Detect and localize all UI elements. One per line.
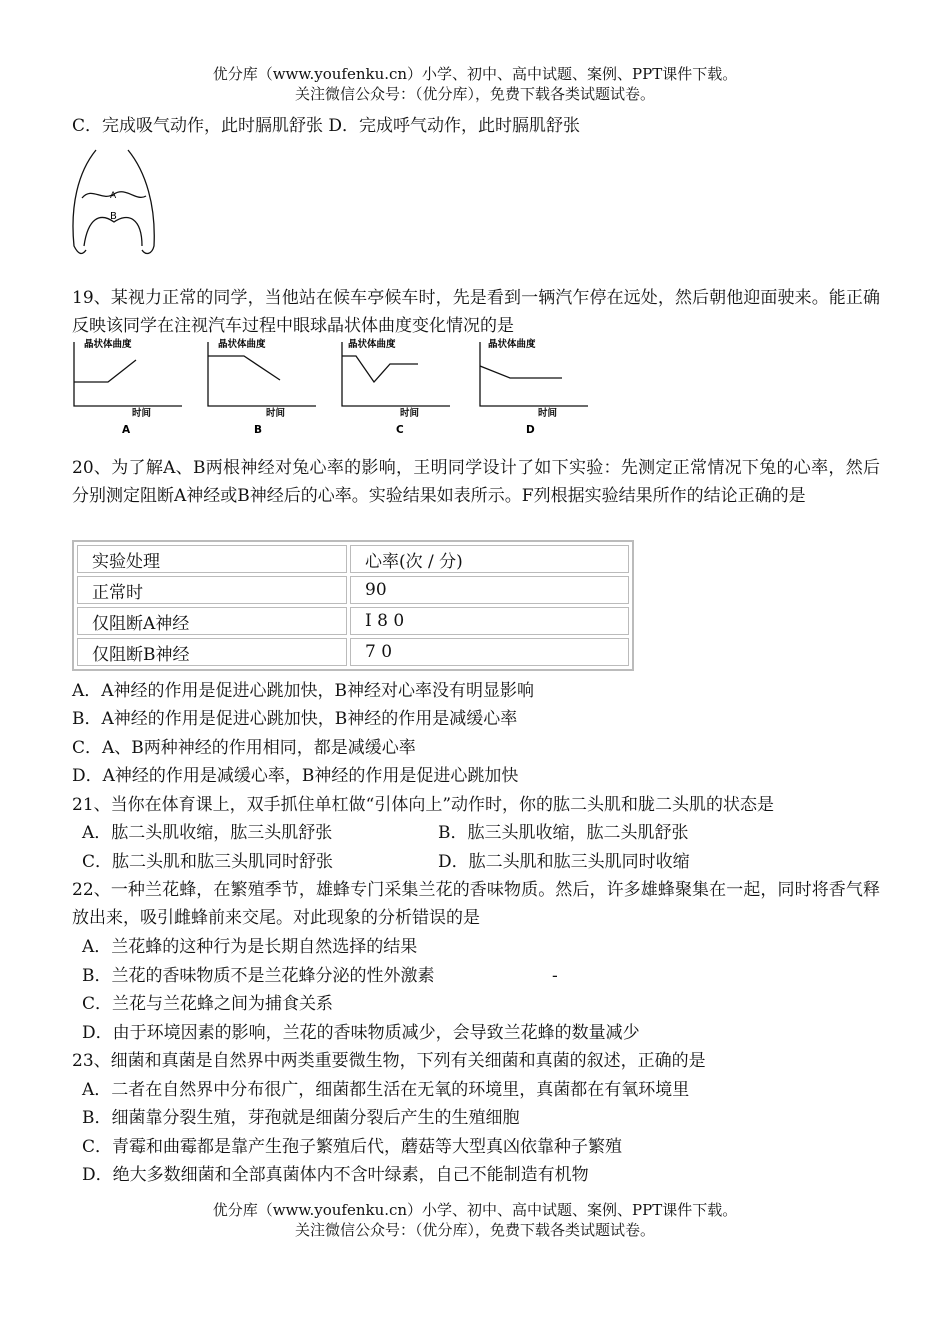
label-b: B bbox=[110, 211, 117, 222]
q22-text: 22、一种兰花蜂，在繁殖季节，雄蜂专门采集兰花的香味物质。然后，许多雄蜂聚集在一起，同时将香气释放出来，吸引雌蜂前来交尾。对此现象的分析错误的是 bbox=[72, 880, 880, 928]
q23-text: 23、细菌和真菌是自然界中两类重要微生物，下列有关细菌和真菌的叙述，正确的是 bbox=[72, 1051, 706, 1071]
q20-option-a: A．A神经的作用是促进心跳加快，B神经对心率没有明显影响 bbox=[72, 681, 535, 701]
curve-line bbox=[74, 360, 136, 382]
chart-xlabel: 时间 bbox=[266, 408, 286, 419]
table-cell: 90 bbox=[350, 576, 629, 604]
q22-option-d: D．由于环境因素的影响，兰花的香味物质减少，会导致兰花蜂的数量减少 bbox=[82, 1023, 640, 1043]
page-header-line1: 优分库（www.youfenku.cn）小学、初中、高中试题、案例、PPT课件下载。 bbox=[212, 65, 738, 83]
q22-option-a: A．兰花蜂的这种行为是长期自然选择的结果 bbox=[82, 937, 418, 957]
q20-option-d: D．A神经的作用是减缓心率，B神经的作用是促进心跳加快 bbox=[72, 766, 519, 786]
table-cell: 正常时 bbox=[77, 576, 347, 604]
option-letter: B bbox=[254, 424, 263, 436]
axes bbox=[342, 342, 450, 406]
table-cell: 仅阻断B神经 bbox=[77, 638, 347, 666]
chart-xlabel: 时间 bbox=[400, 408, 420, 419]
table-row bbox=[77, 576, 629, 604]
chart-title: 晶状体曲度 bbox=[488, 339, 536, 350]
option-letter: D bbox=[526, 424, 535, 436]
table-row bbox=[77, 607, 629, 635]
table-cell: I 8 0 bbox=[350, 607, 629, 635]
heart-rate-table bbox=[72, 540, 634, 671]
chart-title: 晶状体曲度 bbox=[84, 339, 132, 350]
curve-chart-c bbox=[336, 338, 456, 436]
chart-title: 晶状体曲度 bbox=[348, 339, 396, 350]
q19-text: 19、某视力正常的同学，当他站在候车亭候车时，先是看到一辆汽乍停在远处，然后朝他迎面驶来。能正确反映该同学在注视汽车过程中眼球晶状体曲度变化情况的是 bbox=[72, 288, 880, 336]
page-footer-line2: 关注微信公众号：（优分库），免费下载各类试题试卷。 bbox=[294, 1221, 655, 1239]
q20-option-b: B．A神经的作用是促进心跳加快，B神经的作用是减缓心率 bbox=[72, 709, 518, 729]
curve-chart-b bbox=[202, 338, 322, 436]
axes bbox=[74, 342, 182, 406]
page-header-line2: 关注微信公众号：（优分库），免费下载各类试题试卷。 bbox=[294, 85, 655, 103]
q18-options: C．完成吸气动作，此时膈肌舒张 D．完成呼气动作，此时膈肌舒张 bbox=[72, 116, 581, 136]
axes bbox=[208, 342, 316, 406]
q23-option-d: D．绝大多数细菌和全部真菌体内不含叶绿素，自己不能制造有机物 bbox=[82, 1165, 589, 1185]
q22-option-c: C．兰花与兰花蜂之间为捕食关系 bbox=[82, 994, 334, 1014]
q23-option-a: A．二者在自然界中分布很广，细菌都生活在无氧的环境里，真菌都在有氧环境里 bbox=[82, 1080, 690, 1100]
chart-title: 晶状体曲度 bbox=[218, 339, 266, 350]
q22-option-b: B．兰花的香味物质不是兰花蜂分泌的性外激素 bbox=[82, 966, 435, 986]
table-cell: 仅阻断A神经 bbox=[77, 607, 347, 635]
q21-option-d: D．肱二头肌和肱三头肌同时收缩 bbox=[438, 852, 690, 872]
table-cell: 7 0 bbox=[350, 638, 629, 666]
chart-xlabel: 时间 bbox=[538, 408, 558, 419]
option-letter: C bbox=[396, 424, 404, 436]
table-header-cell: 心率(次 / 分) bbox=[350, 545, 629, 573]
table-header-row bbox=[77, 545, 629, 573]
page-footer-line1: 优分库（www.youfenku.cn）小学、初中、高中试题、案例、PPT课件下载。 bbox=[212, 1201, 738, 1219]
chest-wall-left bbox=[73, 150, 96, 253]
option-letter: A bbox=[122, 424, 131, 436]
q20-option-c: C．A、B两种神经的作用相同，都是减缓心率 bbox=[72, 738, 416, 758]
q23-option-b: B．细菌靠分裂生殖，芽孢就是细菌分裂后产生的生殖细胞 bbox=[82, 1108, 520, 1128]
curve-line bbox=[480, 366, 562, 378]
label-a: A bbox=[110, 191, 117, 201]
q21-option-a: A．肱二头肌收缩，肱三头肌舒张 bbox=[82, 823, 333, 843]
q21-text: 21、当你在体育课上，双手抓住单杠做“引体向上”动作时，你的肱二头肌和胧二头肌的状态是 bbox=[72, 795, 775, 815]
thorax-diaphragm-diagram bbox=[70, 146, 160, 258]
axes bbox=[480, 342, 588, 406]
curve-chart-d bbox=[474, 338, 594, 436]
table-header-cell: 实验处理 bbox=[77, 545, 347, 573]
curve-line bbox=[208, 356, 280, 380]
q23-option-c: C．青霉和曲霉都是靠产生孢子繁殖后代，蘑菇等大型真凶依靠种子繁殖 bbox=[82, 1137, 623, 1157]
q21-option-c: C．肱二头肌和肱三头肌同时舒张 bbox=[82, 852, 334, 872]
curve-line bbox=[342, 356, 418, 382]
curve-chart-a bbox=[68, 338, 188, 436]
q20-text: 20、为了解A、B两根神经对兔心率的影响，王明同学设计了如下实验：先测定正常情况下兔的心率，然后分别测定阻断A神经或B神经后的心率。实验结果如表所示。F列根据实验结果所作的结论正确的是 bbox=[72, 458, 880, 506]
table-row bbox=[77, 638, 629, 666]
q21-option-b: B．肱三头肌收缩，肱二头肌舒张 bbox=[438, 823, 689, 843]
chart-xlabel: 时间 bbox=[132, 408, 152, 419]
stray-mark: - bbox=[552, 966, 558, 986]
